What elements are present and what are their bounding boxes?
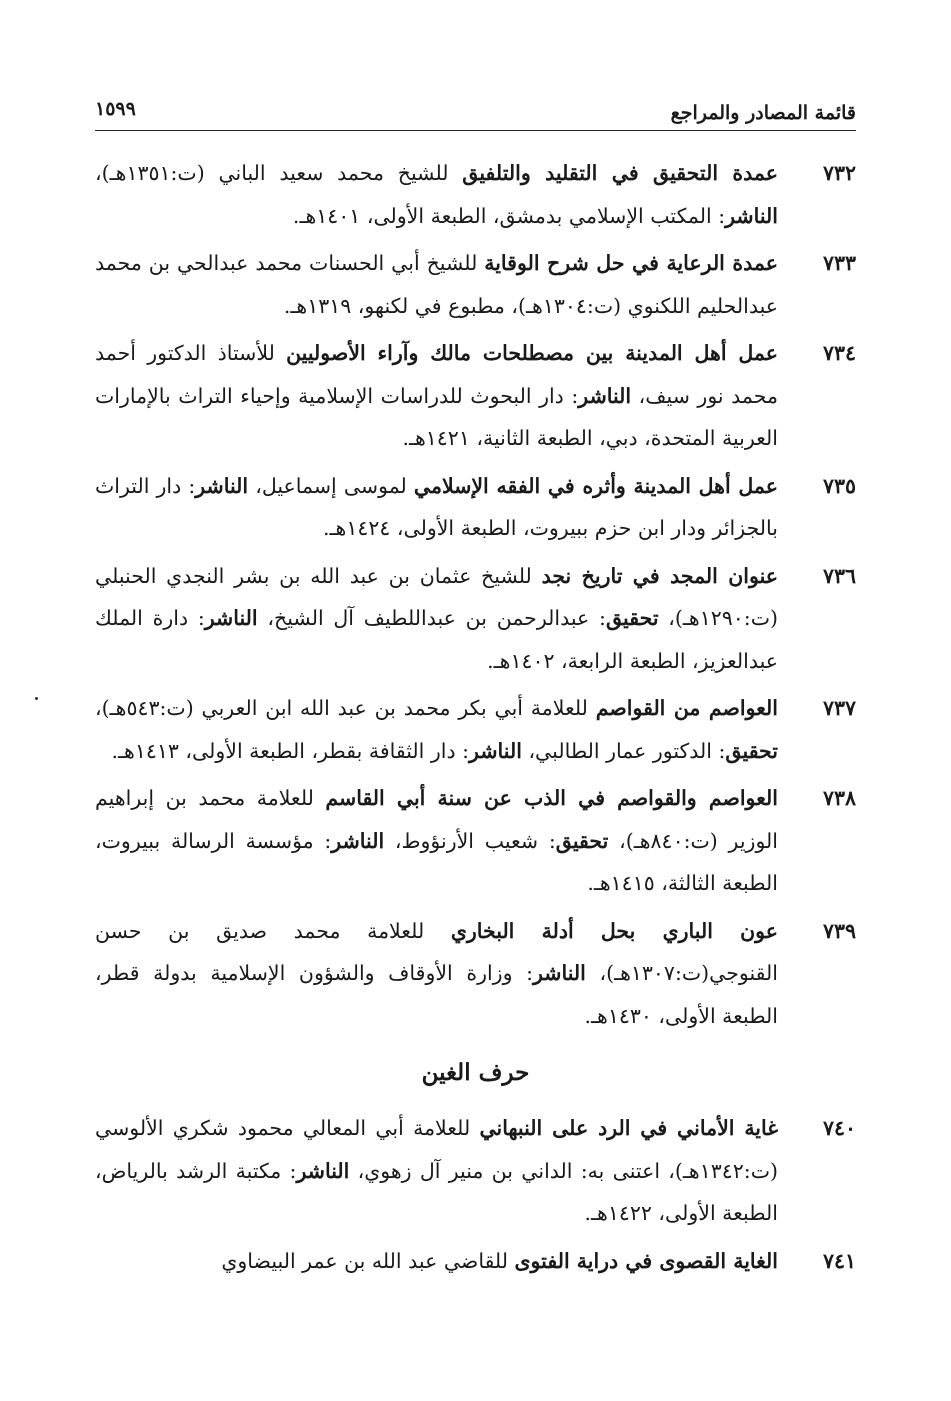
entry-title: عون الباري بحل أدلة البخاري — [450, 918, 778, 943]
bibliography-entry — [95, 332, 856, 460]
entry-label: الناشر — [296, 1158, 350, 1183]
entry-text: : وزارة الأوقاف والشؤون الإسلامية بدولة قطر، الطبعة الأولى، ١٤٣٠هـ. — [95, 961, 778, 1028]
bibliography-entry — [95, 777, 856, 905]
entry-number: ٧٤٠ — [822, 1116, 856, 1140]
bibliography-entry — [95, 687, 856, 772]
entry-label: تحقيق — [725, 738, 778, 763]
entry-text: للعلامة أبي بكر محمد بن عبد الله ابن العربي (ت:٥٤٣هـ)، — [95, 696, 596, 720]
entry-title: العواصم من القواصم — [595, 696, 778, 720]
entry-text: : المكتب الإسلامي بدمشق، الطبعة الأولى، ١٤٠١هـ. — [292, 203, 726, 228]
entry-text: للعلامة أبي المعالي محمود شكري الألوسي (ت:١٣٤٢هـ)، اعتنى به: الداني بن منير آل زهوي، — [95, 1116, 778, 1183]
entry-title: العواصم والقواصم في الذب عن سنة أبي القاسم — [325, 786, 778, 810]
section-heading: حرف الغين — [421, 1059, 530, 1086]
entry-label: تحقيق — [555, 828, 609, 853]
entry-text: : دارة الملك عبدالعزيز، الطبعة الرابعة، ١٤٠٢هـ. — [95, 606, 778, 673]
entry-text: للقاضي عبد الله بن عمر البيضاوي — [221, 1248, 515, 1273]
bibliography-entry — [95, 465, 856, 550]
running-header — [95, 96, 856, 131]
entry-text: لموسى إسماعيل، — [248, 473, 414, 498]
entry-number: ٧٤١ — [822, 1248, 856, 1273]
entry-text: : الدكتور عمار الطالبي، — [521, 738, 726, 763]
entry-label: الناشر — [204, 606, 258, 630]
entry-text: للعلامة محمد صديق بن حسن القنوجي(ت:١٣٠٧هـ)، — [95, 918, 778, 985]
entry-title: عمل أهل المدينة وأثره في الفقه الإسلامي — [413, 473, 779, 498]
entry-title: عمدة الرعاية في حل شرح الوقاية — [484, 251, 779, 275]
entry-text: : عبدالرحمن بن عبداللطيف آل الشيخ، — [257, 606, 606, 630]
entry-text: للشيخ عثمان بن عبد الله بن بشر النجدي الحنبلي (ت:١٢٩٠هـ)، — [95, 563, 778, 630]
entry-number: ٧٣٧ — [822, 696, 856, 720]
entry-number: ٧٣٣ — [822, 251, 856, 275]
page-number: ١٥٩٩ — [95, 98, 136, 120]
bibliography-entry — [95, 242, 856, 327]
entry-title: عمدة التحقيق في التقليد والتلفيق — [462, 161, 778, 185]
entry-text: : شعيب الأرنؤوط، — [384, 828, 556, 853]
entry-label: تحقيق — [605, 606, 659, 630]
entry-text: للأستاذ الدكتور أحمد محمد نور سيف، — [95, 341, 778, 408]
bibliography-entry — [95, 1107, 856, 1235]
entry-title: الغاية القصوى في دراية الفتوى — [514, 1248, 778, 1273]
entry-text: : مكتبة الرشد بالرياض، الطبعة الأولى، ١٤٢٢هـ. — [95, 1158, 778, 1225]
bibliography-entry — [95, 555, 856, 683]
entry-label: الناشر — [725, 203, 778, 228]
entry-label: الناشر — [578, 383, 632, 408]
entry-label: الناشر — [469, 738, 522, 763]
entry-number: ٧٣٦ — [822, 563, 856, 588]
scan-speck — [35, 697, 38, 700]
entry-text: للشيخ أبي الحسنات محمد عبدالحي بن محمد عبدالحليم اللكنوي (ت:١٣٠٤هـ)، مطبوع في لكنهو، ١٣١٩هـ. — [95, 251, 778, 318]
entry-number: ٧٣٤ — [822, 341, 856, 365]
header-title: قائمة المصادر والمراجع — [670, 102, 856, 124]
entry-label: الناشر — [195, 473, 249, 498]
entry-label: الناشر — [331, 828, 385, 853]
entry-title: عنوان المجد في تاريخ نجد — [541, 563, 779, 588]
entry-text: : دار التراث بالجزائر ودار ابن حزم ببيروت، الطبعة الأولى، ١٤٢٤هـ. — [95, 473, 778, 540]
entry-text: : مؤسسة الرسالة ببيروت، الطبعة الثالثة، ١٤١٥هـ. — [95, 828, 778, 895]
bibliography-entry — [95, 152, 856, 237]
entry-number: ٧٣٥ — [822, 473, 856, 498]
entry-text: : دار البحوث للدراسات الإسلامية وإحياء التراث بالإمارات العربية المتحدة، دبي، الطبعة الثانية، ١٤٢١هـ. — [95, 383, 778, 450]
bibliography-list — [95, 152, 856, 1287]
entry-number: ٧٣٩ — [822, 918, 856, 943]
bibliography-entry — [95, 1240, 856, 1283]
entry-number: ٧٣٨ — [822, 786, 856, 810]
entry-text: للشيخ محمد سعيد الباني (ت:١٣٥١هـ)، — [95, 161, 463, 185]
entry-text: للعلامة محمد بن إبراهيم الوزير (ت:٨٤٠هـ)، — [95, 786, 778, 853]
entry-number: ٧٣٢ — [822, 161, 856, 185]
bibliography-entry — [95, 910, 856, 1038]
entry-label: الناشر — [532, 961, 586, 985]
entry-text: : دار الثقافة بقطر، الطبعة الأولى، ١٤١٣هـ. — [111, 738, 470, 763]
entry-title: عمل أهل المدينة بين مصطلحات مالك وآراء الأصوليين — [286, 341, 778, 365]
entry-title: غاية الأماني في الرد على النبهاني — [479, 1116, 778, 1140]
